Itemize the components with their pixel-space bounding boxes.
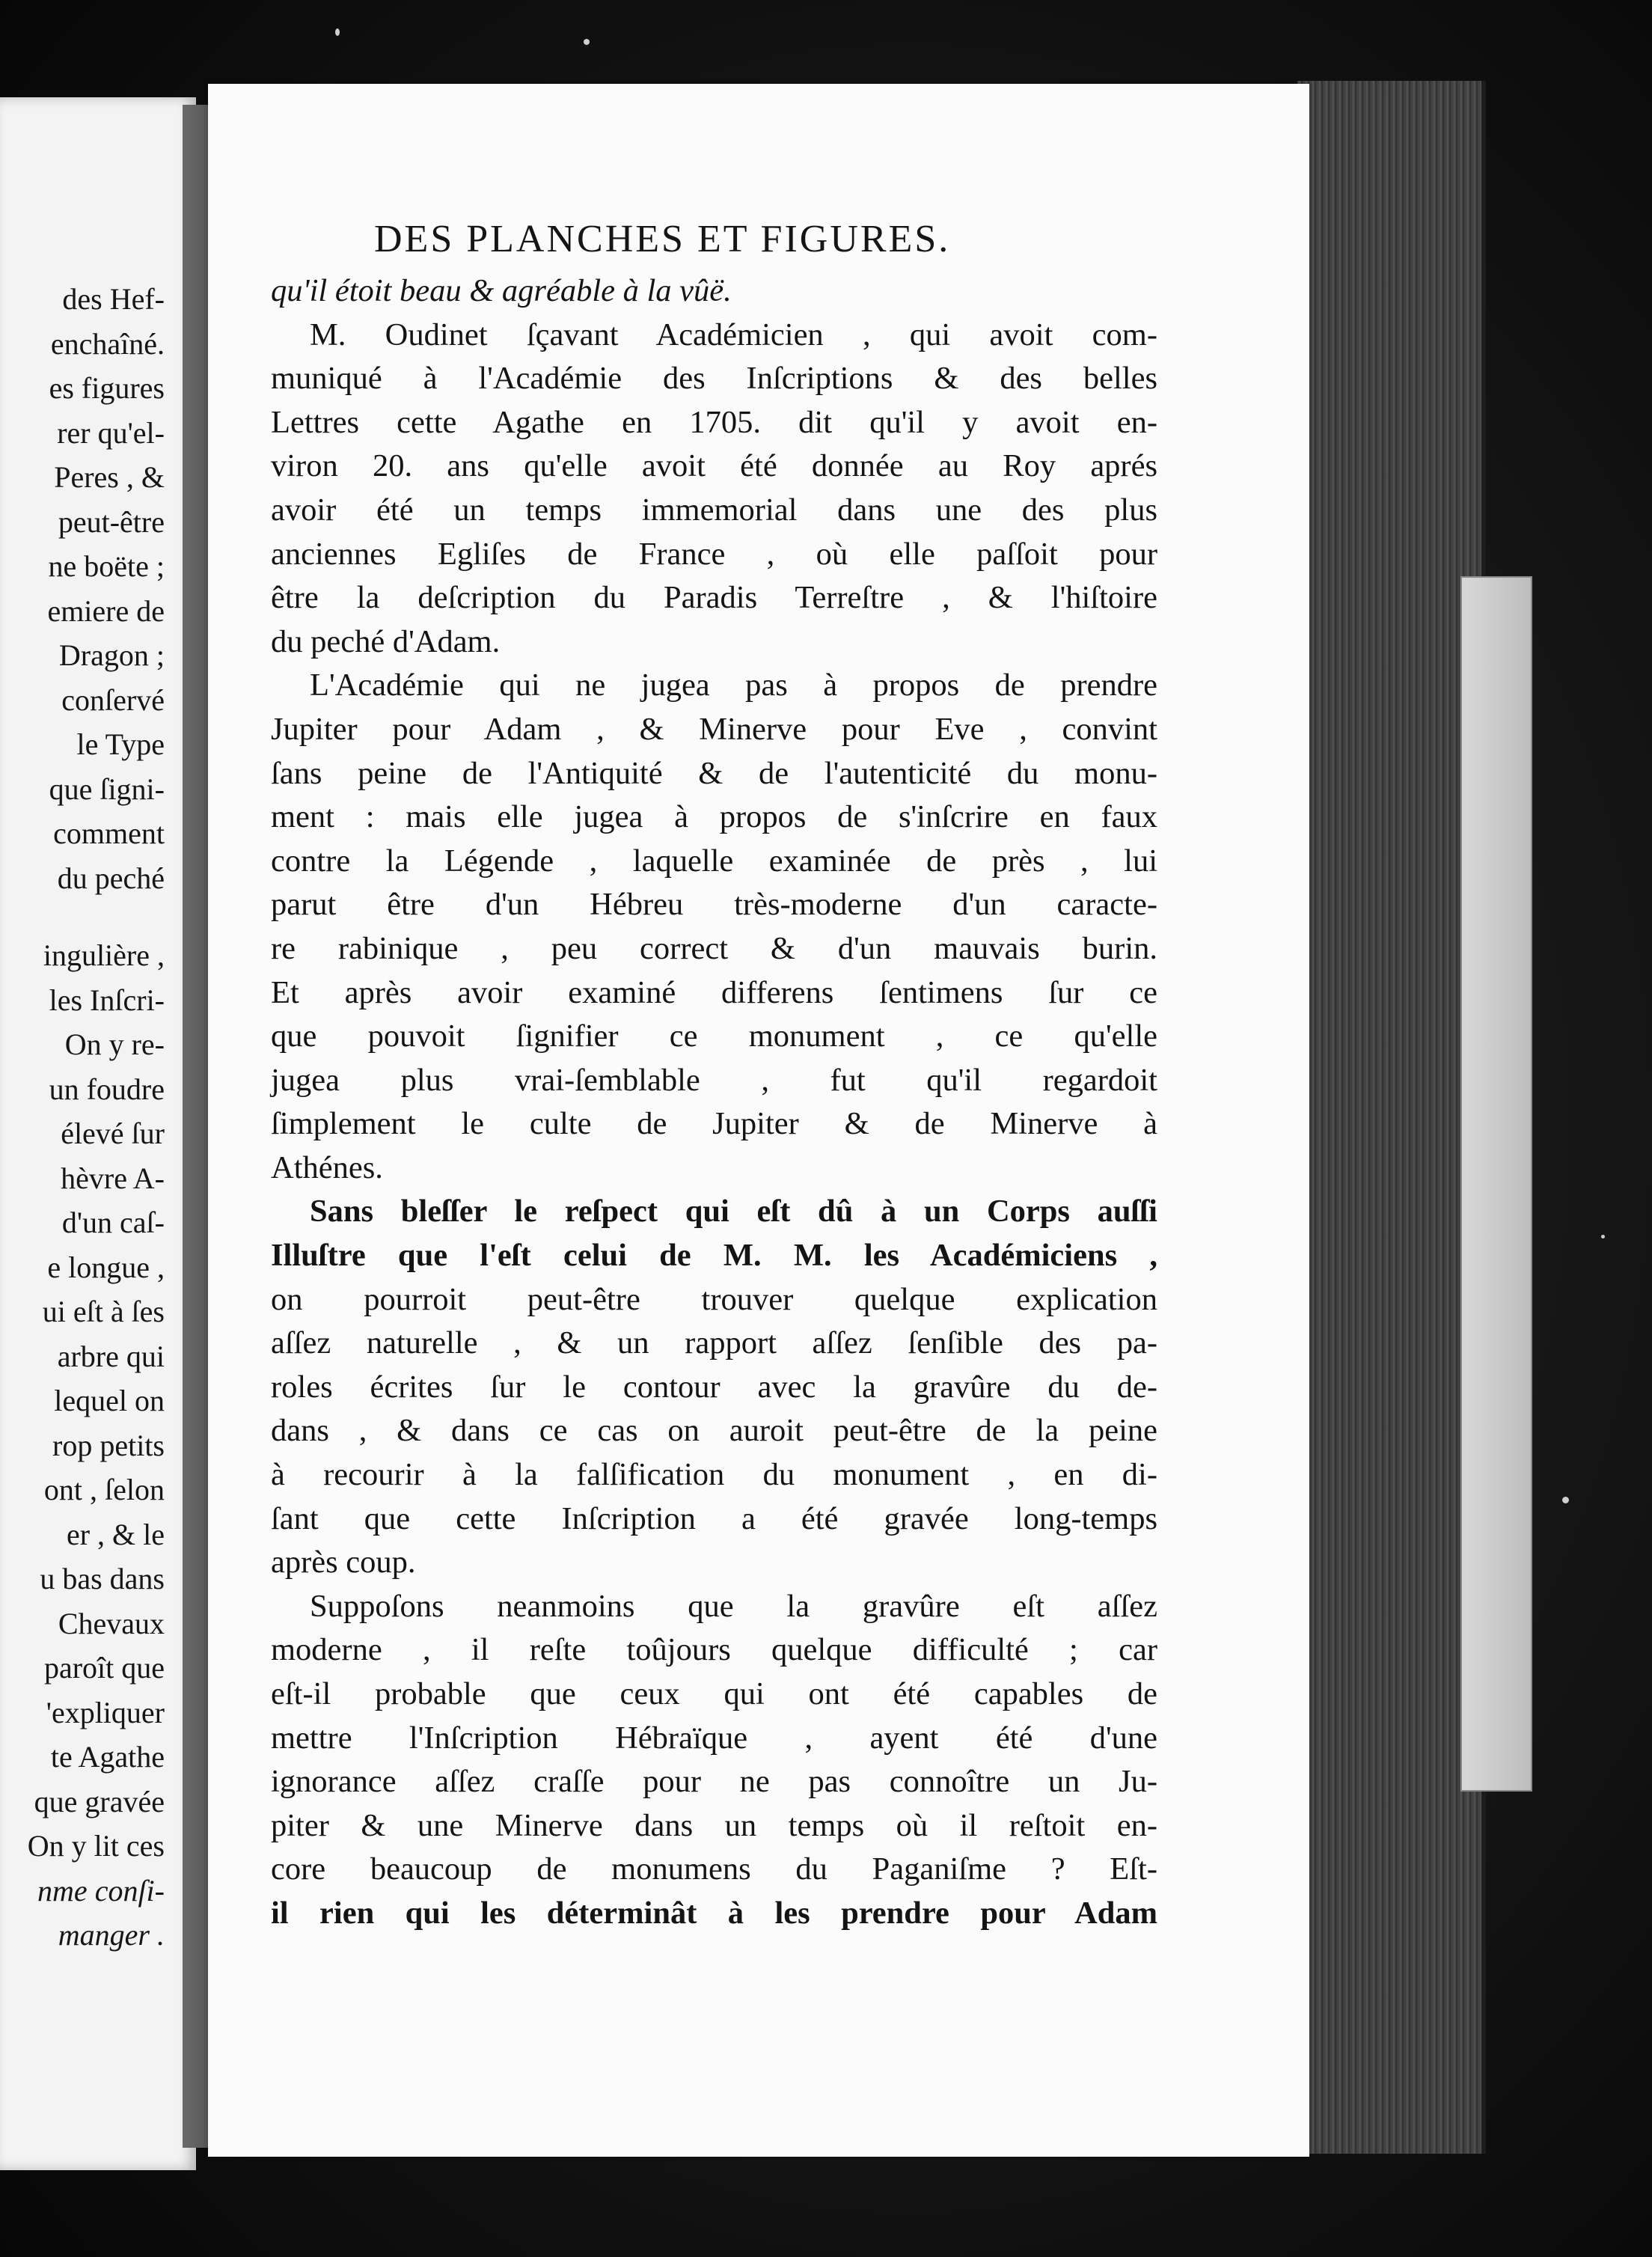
text-line: ment : mais elle jugea à propos de s'inſcrire en faux: [271, 799, 1157, 835]
facing-page-line: [0, 900, 165, 933]
text-line: eſt-il probable que ceux qui ont été capables de: [271, 1676, 1157, 1711]
text-line: on pourroit peut-être trouver quelque explication: [271, 1281, 1157, 1317]
text-line: L'Académie qui ne jugea pas à propos de prendre: [310, 668, 1157, 703]
facing-page-line: er , & le: [66, 1517, 165, 1551]
text-line: ſans peine de l'Antiquité & de l'autenticité du monu-: [271, 755, 1157, 791]
facing-page-line: d'un caſ-: [61, 1206, 165, 1239]
text-line: muniqué à l'Académie des Inſcriptions & des belles: [271, 361, 1157, 397]
facing-page-line: conſervé: [61, 682, 165, 717]
text-line: jugea plus vrai-ſemblable , fut qu'il regardoit: [271, 1062, 1157, 1098]
text-line: après coup.: [271, 1545, 416, 1580]
facing-page-line: comment: [53, 816, 165, 850]
facing-page-line: du peché: [57, 861, 165, 895]
dust-speck: [584, 39, 590, 45]
facing-page-line: arbre qui: [57, 1339, 165, 1373]
text-line: viron 20. ans qu'elle avoit été donnée au Roy aprés: [271, 448, 1157, 484]
facing-page-line: que gravée: [34, 1784, 165, 1818]
facing-page-line: nme conſi-: [37, 1873, 165, 1908]
text-line: à recourir à la falſification du monument , en di-: [271, 1457, 1157, 1493]
facing-page-line: te Agathe: [50, 1740, 165, 1774]
text-line: re rabinique , peu correct & d'un mauvais burin.: [271, 930, 1157, 966]
dust-speck: [1562, 1497, 1569, 1503]
facing-page-line: es figures: [49, 371, 165, 405]
facing-page-line: rer qu'el-: [57, 415, 165, 450]
running-header: DES PLANCHES ET FIGURES.: [374, 218, 951, 260]
text-line: Illuſtre que l'eſt celui de M. M. les Académiciens ,: [271, 1238, 1157, 1274]
facing-page-line: On y lit ces: [27, 1829, 165, 1863]
text-line: Lettres cette Agathe en 1705. dit qu'il y avoit en-: [271, 404, 1157, 440]
facing-page-line: manger .: [58, 1918, 165, 1952]
text-line: ignorance aſſez craſſe pour ne pas connoître un Ju-: [271, 1764, 1157, 1800]
text-line: avoir été un temps immemorial dans une des plus: [271, 492, 1157, 528]
facing-page-line: Chevaux: [58, 1606, 165, 1640]
text-line: Suppoſons neanmoins que la gravûre eſt aſſez: [310, 1588, 1157, 1624]
facing-page-line: On y re-: [64, 1027, 165, 1061]
text-line: qu'il étoit beau & agréable à la vûë.: [271, 273, 732, 308]
page-edges: [1297, 81, 1486, 2154]
facing-page-text: [0, 277, 165, 1958]
text-line: dans , & dans ce cas on auroit peut-être de la peine: [271, 1413, 1157, 1449]
text-line: anciennes Egliſes de France , où elle paſſoit pour: [271, 536, 1157, 572]
facing-page-line: emiere de: [47, 593, 165, 628]
facing-page-line: rop petits: [52, 1428, 165, 1462]
text-line: M. Oudinet ſçavant Académicien , qui avoit com-: [310, 317, 1157, 352]
facing-page-line: 'expliquer: [46, 1695, 165, 1729]
facing-page: [0, 97, 196, 2170]
facing-page-line: élevé ſur: [61, 1117, 165, 1150]
text-line: roles écrites ſur le contour avec la gravûre du de-: [271, 1369, 1157, 1405]
text-line: core beaucoup de monumens du Paganiſme ? Eſt-: [271, 1851, 1157, 1887]
body-text: [271, 269, 1157, 1936]
text-line: moderne , il reſte toûjours quelque difficulté ; car: [271, 1632, 1157, 1668]
facing-page-line: le Type: [76, 727, 165, 761]
text-line: mettre l'Inſcription Hébraïque , ayent été d'une: [271, 1720, 1157, 1756]
text-line: aſſez naturelle , & un rapport aſſez ſenſible des pa-: [271, 1325, 1157, 1361]
facing-page-line: peut-être: [58, 504, 165, 539]
text-line: être la deſcription du Paradis Terreſtre , & l'hiſtoire: [271, 580, 1157, 616]
facing-page-line: lequel on: [54, 1384, 165, 1417]
facing-page-line: ui eſt à ſes: [42, 1295, 165, 1328]
facing-page-line: Dragon ;: [58, 638, 165, 672]
text-line: du peché d'Adam.: [271, 623, 501, 659]
facing-page-line: hèvre A-: [61, 1161, 165, 1195]
text-line: Jupiter pour Adam , & Minerve pour Eve , convint: [271, 711, 1157, 747]
text-line: Sans bleſſer le reſpect qui eſt dû à un Corps auſſi: [310, 1194, 1157, 1230]
bookmark-tab: [1460, 576, 1532, 1792]
text-line: ſimplement le culte de Jupiter & de Minerve à: [271, 1106, 1157, 1142]
text-line: Athénes.: [271, 1149, 383, 1185]
dust-speck: [1601, 1235, 1605, 1239]
facing-page-line: e longue ,: [47, 1250, 165, 1284]
text-line: il rien qui les déterminât à les prendre pour Adam: [271, 1895, 1157, 1931]
facing-page-line: ne boëte ;: [48, 549, 165, 583]
text-line: piter & une Minerve dans un temps où il reſtoit en-: [271, 1807, 1157, 1843]
facing-page-line: ingulière ,: [43, 938, 165, 972]
facing-page-line: paroît que: [43, 1651, 165, 1685]
facing-page-line: les Inſcri-: [49, 983, 165, 1017]
facing-page-line: un foudre: [49, 1072, 165, 1106]
text-line: ſant que cette Inſcription a été gravée long-temps: [271, 1500, 1157, 1536]
dust-speck: [335, 28, 340, 36]
facing-page-line: Peres , &: [54, 460, 165, 494]
text-line: contre la Légende , laquelle examinée de près , lui: [271, 843, 1157, 879]
facing-page-line: enchaîné.: [50, 326, 165, 361]
facing-page-line: que ſigni-: [49, 772, 165, 806]
text-line: Et après avoir examiné differens ſentimens ſur ce: [271, 974, 1157, 1010]
facing-page-line: des Hef-: [62, 282, 165, 316]
text-line: que pouvoit ſignifier ce monument , ce qu'elle: [271, 1018, 1157, 1054]
facing-page-line: u bas dans: [40, 1562, 165, 1595]
text-line: parut être d'un Hébreu très-moderne d'un caracte-: [271, 887, 1157, 923]
facing-page-line: ont , ſelon: [43, 1473, 165, 1506]
